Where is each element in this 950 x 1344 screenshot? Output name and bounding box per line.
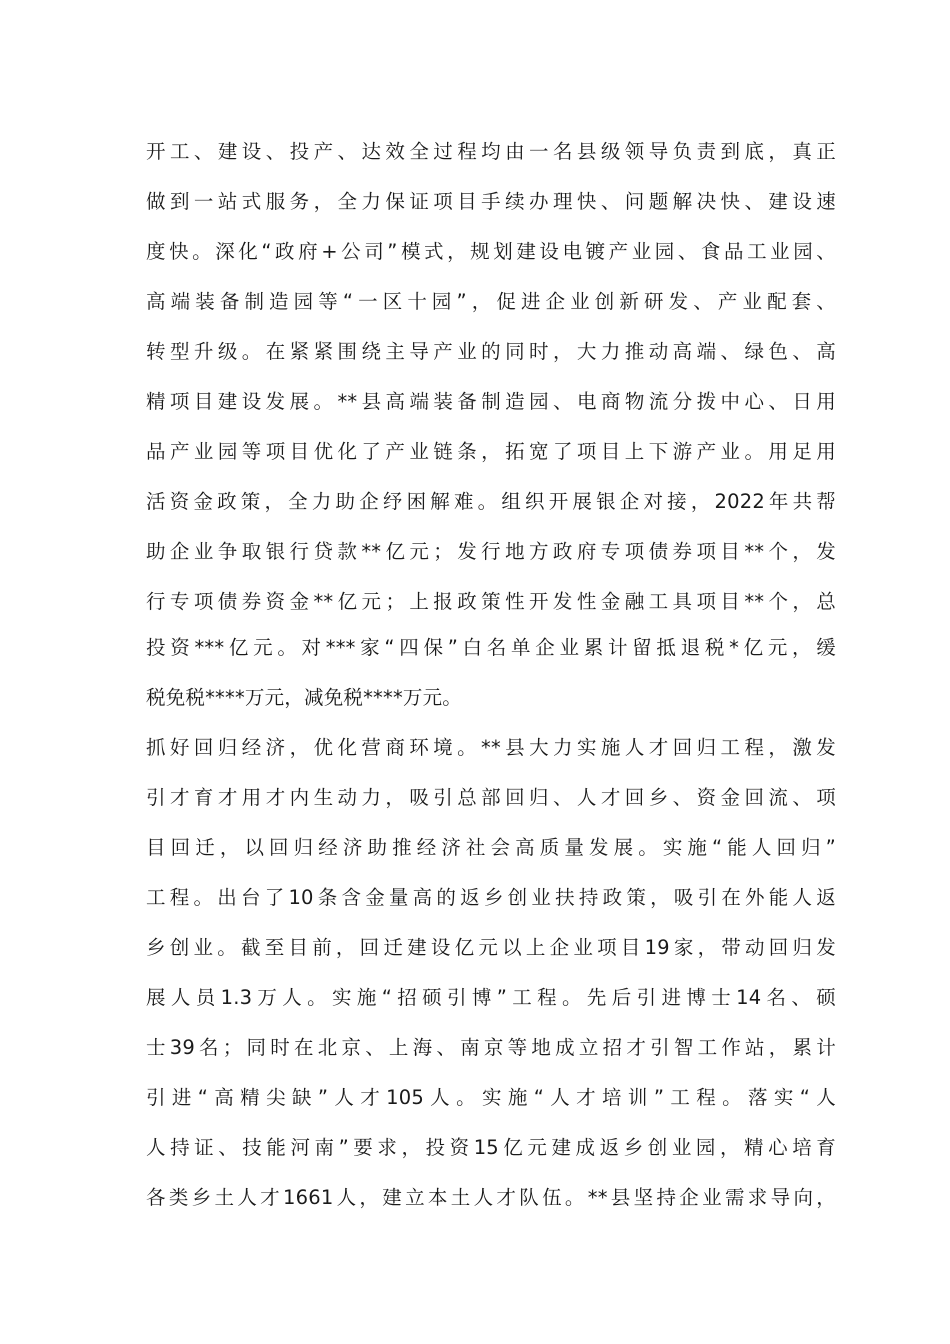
text-line: 转型升级。在紧紧围绕主导产业的同时，大力推动高端、绿色、高 [146, 340, 836, 363]
text-line: 活资金政策，全力助企纾困解难。组织开展银企对接，2022年共帮 [146, 490, 836, 513]
text-line: 目回迁，以回归经济助推经济社会高质量发展。实施“能人回归” [146, 836, 836, 859]
text-line: 引进“高精尖缺”人才105人。实施“人才培训”工程。落实“人 [146, 1086, 836, 1109]
text-line: 乡创业。截至目前，回迁建设亿元以上企业项目19家，带动回归发 [146, 936, 836, 959]
text-line: 助企业争取银行贷款**亿元；发行地方政府专项债券项目**个，发 [146, 540, 836, 563]
text-line: 做到一站式服务，全力保证项目手续办理快、问题解决快、建设速 [146, 190, 836, 213]
text-line: 人持证、技能河南”要求，投资15亿元建成返乡创业园，精心培育 [146, 1136, 836, 1159]
text-line: 品产业园等项目优化了产业链条，拓宽了项目上下游产业。用足用 [146, 440, 836, 463]
text-line: 展人员1.3万人。实施“招硕引博”工程。先后引进博士14名、硕 [146, 986, 836, 1009]
text-line: 行专项债券资金**亿元；上报政策性开发性金融工具项目**个，总 [146, 590, 836, 613]
text-line: 度快。深化“政府+公司”模式，规划建设电镀产业园、食品工业园、 [146, 240, 836, 263]
text-line: 精项目建设发展。**县高端装备制造园、电商物流分拨中心、日用 [146, 390, 836, 413]
text-line: 工程。出台了10条含金量高的返乡创业扶持政策，吸引在外能人返 [146, 886, 836, 909]
text-line: 开工、建设、投产、达效全过程均由一名县级领导负责到底，真正 [146, 140, 836, 163]
text-line: 抓好回归经济，优化营商环境。**县大力实施人才回归工程，激发 [146, 736, 836, 759]
text-line: 引才育才用才内生动力，吸引总部回归、人才回乡、资金回流、项 [146, 786, 836, 809]
text-line: 高端装备制造园等“一区十园”，促进企业创新研发、产业配套、 [146, 290, 836, 313]
text-line: 各类乡土人才1661人，建立本土人才队伍。**县坚持企业需求导向， [146, 1186, 836, 1209]
text-line: 投资***亿元。对***家“四保”白名单企业累计留抵退税*亿元，缓 [146, 636, 836, 659]
text-line: 税免税****万元，减免税****万元。 [146, 686, 463, 709]
text-line: 士39名；同时在北京、上海、南京等地成立招才引智工作站，累计 [146, 1036, 836, 1059]
